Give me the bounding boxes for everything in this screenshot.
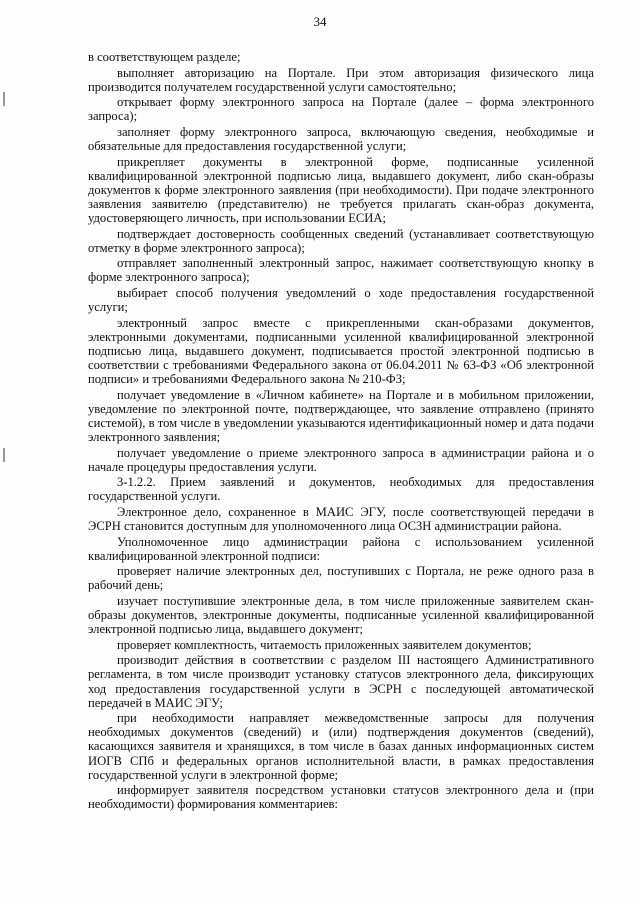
- page-number: 34: [313, 14, 327, 29]
- paragraph: получает уведомление в «Личном кабинете» на Портале и в мобильном приложении, уведомление по электронной почте, подтверждающее, что заявление отправлено (принято системой), в том числе в уведомлении указываются идентификационный номер и дата подачи электронного заявления;: [88, 387, 594, 444]
- paragraph: в соответствующем разделе;: [88, 50, 241, 64]
- paragraph: выбирает способ получения уведомлений о ходе предоставления государственной услуги;: [88, 286, 594, 315]
- paragraph: открывает форму электронного запроса на Портале (далее – форма электронного запроса);: [88, 95, 594, 124]
- paragraph: изучает поступившие электронные дела, в том числе приложенные заявителем скан-образы документов, электронные документы, подписанные усиленной квалифицированной электронной подписью лица, выдавшего документ;: [88, 593, 594, 637]
- scan-edge-mark: [3, 448, 5, 462]
- paragraph: подтверждает достоверность сообщенных сведений (устанавливает соответствующую отметку в форме электронного запроса);: [88, 226, 594, 255]
- paragraph: производит действия в соответствии с разделом III настоящего Административного регламента, в том числе производит установку статусов электронного дела, фиксирующих ход предоставления государственной услуги в ЭСРН с последующей автоматической передачей в МАИС ЭГУ;: [88, 653, 594, 710]
- paragraph: электронный запрос вместе с прикрепленными скан-образами документов, электронными документами, подписанными усиленной квалифицированной электронной подписью лица, выдавшего документ, подписывается простой электронной подписью в соответствии с требованиями Федерального закона от 06.04.2011 № 63-ФЗ «Об электронной подписи» и требованиями Федерального закона № 210-ФЗ;: [88, 315, 594, 387]
- paragraph: проверяет комплектность, читаемость приложенных заявителем документов;: [117, 637, 532, 652]
- paragraph: Электронное дело, сохраненное в МАИС ЭГУ, после соответствующей передачи в ЭСРН становится доступным для уполномоченного лица ОСЗН администрации района.: [88, 504, 594, 533]
- paragraph: при необходимости направляет межведомственные запросы для получения необходимых документов (сведений) и (или) подтверждения документов (сведений), касающихся заявителя и хранящихся, в том числе в базах данных информационных систем ИОГВ СПб и федеральных органов исполнительной власти, в рамках предоставления государственной услуги в электронной форме;: [88, 711, 594, 782]
- paragraph: проверяет наличие электронных дел, поступивших с Портала, не реже одного раза в рабочий день;: [88, 564, 594, 593]
- paragraph: получает уведомление о приеме электронного запроса в администрации района и о начале процедуры предоставления услуги.: [88, 445, 594, 474]
- paragraph: отправляет заполненный электронный запрос, нажимает соответствующую кнопку в форме электронного запроса);: [88, 256, 594, 285]
- paragraph: Уполномоченное лицо администрации района с использованием усиленной квалифицированной электронной подписи:: [88, 534, 594, 563]
- paragraph: заполняет форму электронного запроса, включающую сведения, необходимые и обязательные для предоставления государственной услуги;: [88, 124, 594, 154]
- paragraph: прикрепляет документы в электронной форме, подписанные усиленной квалифицированной электронной подписью лица, выдавшего документ, либо скан-образы документов к форме электронного заявления (при необходимости). При подаче электронного заявления заявителю (представителю) не требуется прилагать скан-образ документа, удостоверяющего личность, при использовании ЕСИА;: [88, 154, 594, 226]
- paragraph: выполняет авторизацию на Портале. При этом авторизация физического лица производится получателем государственной услуги самостоятельно;: [88, 65, 594, 94]
- section-heading: 3-1.2.2. Прием заявлений и документов, необходимых для предоставления государственной услуги.: [88, 475, 594, 504]
- page-body: [88, 50, 594, 813]
- paragraph: информирует заявителя посредством установки статусов электронного дела и (при необходимости) формирования комментариев:: [88, 783, 594, 812]
- scan-edge-mark: [3, 92, 5, 106]
